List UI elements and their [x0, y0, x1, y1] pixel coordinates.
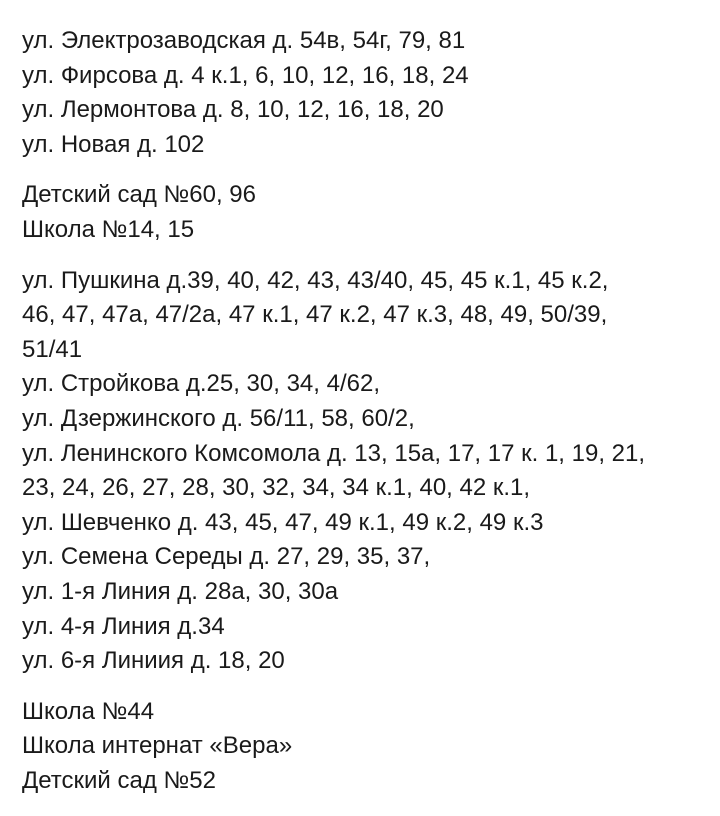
address-line: 46, 47, 47а, 47/2а, 47 к.1, 47 к.2, 47 к.3, 48, 49, 50/39,: [22, 301, 608, 329]
institution-line: Школа интернат «Вера»: [22, 732, 293, 760]
institutions-block-1: [22, 178, 702, 247]
address-line: ул. Электрозаводская д. 54в, 54г, 79, 81: [22, 27, 466, 54]
institution-line: Детский сад №60, 96: [22, 181, 256, 209]
address-line: ул. 1-я Линия д. 28а, 30, 30а: [22, 577, 339, 605]
address-line: 23, 24, 26, 27, 28, 30, 32, 34, 34 к.1, 40, 42 к.1,: [22, 474, 531, 502]
address-line: ул. Лермонтова д. 8, 10, 12, 16, 18, 20: [22, 96, 444, 124]
address-line: ул. Новая д. 102: [22, 130, 205, 158]
institutions-block-2: [22, 695, 702, 799]
streets-block-1: [22, 24, 702, 162]
streets-block-2: [22, 264, 702, 679]
address-list-document: [22, 24, 702, 814]
address-line: ул. 4-я Линия д.34: [22, 612, 225, 640]
institution-line: Детский сад №52: [22, 766, 216, 794]
address-line: ул. Ленинского Комсомола д. 13, 15а, 17, 17 к. 1, 19, 21,: [22, 439, 646, 467]
address-line: ул. Шевченко д. 43, 45, 47, 49 к.1, 49 к.2, 49 к.3: [22, 508, 544, 536]
institution-line: Школа №44: [22, 697, 155, 725]
address-line: ул. 6-я Линиия д. 18, 20: [22, 647, 285, 675]
address-line: ул. Семена Середы д. 27, 29, 35, 37,: [22, 543, 431, 571]
address-line: ул. Дзержинского д. 56/11, 58, 60/2,: [22, 404, 415, 432]
address-line: ул. Фирсова д. 4 к.1, 6, 10, 12, 16, 18, 24: [22, 61, 469, 89]
institution-line: Школа №14, 15: [22, 215, 195, 243]
address-line: ул. Пушкина д.39, 40, 42, 43, 43/40, 45, 45 к.1, 45 к.2,: [22, 266, 609, 294]
address-line: 51/41: [22, 335, 83, 363]
address-line: ул. Стройкова д.25, 30, 34, 4/62,: [22, 370, 380, 398]
